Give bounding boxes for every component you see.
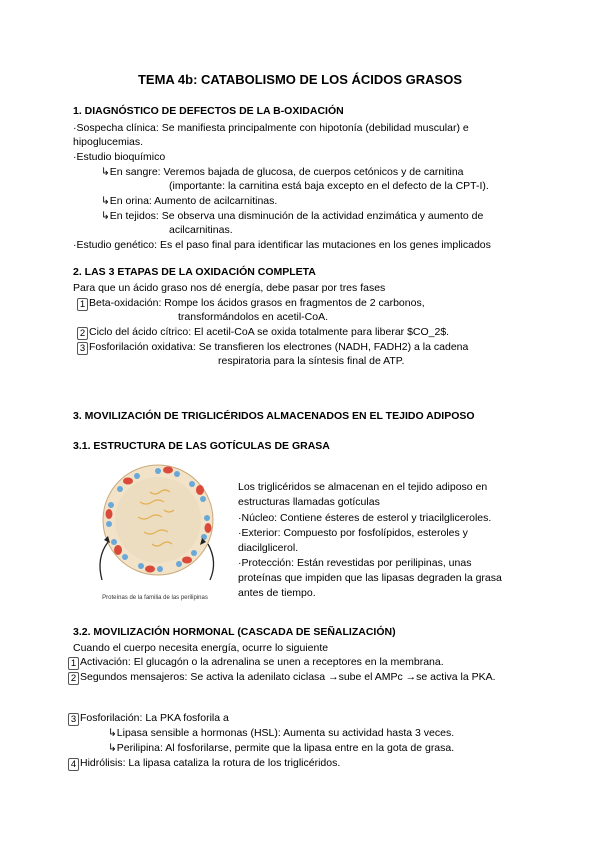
hydrolysis-text: Hidrólisis: La lipasa cataliza la rotura de los triglicéridos. [80,757,341,769]
step2-text: Ciclo del ácido cítrico: El acetil-CoA se oxida totalmente para liberar $CO_2$. [89,326,450,338]
section1-clinical-line1: ·Sospecha clínica: Se manifiesta principalmente con hipotonía (debilidad muscular) e [73,122,469,134]
droplet-desc-1: Los triglicéridos se almacenan en el tejido adiposo en [238,481,488,493]
droplet-desc-8: antes de tiempo. [238,587,316,599]
figure-caption: Proteínas de la familia de las perilipinas [102,595,208,601]
section1-biochem: ·Estudio bioquímico [73,151,166,163]
droplet-desc-4: ·Exterior: Compuesto por fosfolípidos, esteroles y [238,527,468,539]
step3-text: Fosforilación oxidativa: Se transfieren los electrones (NADH, FADH2) a la cadena [89,341,469,353]
section1-blood-line1: ↳En sangre: Veremos bajada de glucosa, de cuerpos cetónicos y de carnitina [101,166,464,178]
section1-heading: 1. DIAGNÓSTICO DE DEFECTOS DE LA B-OXIDACIÓN [73,105,344,117]
section1-urine: ↳En orina: Aumento de acilcarnitinas. [101,195,278,207]
step-number-1: 1 [77,298,88,311]
section2-step1-line2: transformándolos en acetil-CoA. [178,311,328,323]
droplet-desc-3: ·Núcleo: Contiene ésteres de esterol y triacilgliceroles. [238,512,492,524]
cascade-step-hydrolysis [68,756,340,771]
cascade-number-3: 3 [68,713,79,726]
section2-step2 [77,325,449,340]
droplet-desc-7: proteínas que impiden que las lipasas degraden la grasa [238,572,502,584]
section2-intro: Para que un ácido graso nos dé energía, debe pasar por tres fases [73,282,386,294]
cascade-step-second-messengers [68,670,496,685]
step-number-3: 3 [77,342,88,355]
cascade-number-1: 1 [68,657,79,670]
section3-1-heading: 3.1. ESTRUCTURA DE LAS GOTÍCULAS DE GRASA [73,440,330,452]
section1-tissue-line2: acilcarnitinas. [169,224,233,236]
section2-step3-line2: respiratoria para la síntesis final de ATP. [218,355,405,367]
cascade-hsl: ↳Lipasa sensible a hormonas (HSL): Aumenta su actividad hasta 3 veces. [108,727,455,739]
section1-tissue-line1: ↳En tejidos: Se observa una disminución de la actividad enzimática y aumento de [101,210,484,222]
cascade-perilipin: ↳Perilipina: Al fosforilarse, permite que la lipasa entre en la gota de grasa. [108,742,455,754]
phosphorylation-text: Fosforilación: La PKA fosforila a [80,712,229,724]
cascade-number-4: 4 [68,758,79,771]
section3-2-intro: Cuando el cuerpo necesita energía, ocurre lo siguiente [73,642,329,654]
page-title: TEMA 4b: CATABOLISMO DE LOS ÁCIDOS GRASOS [137,72,463,87]
droplet-desc-5: diacilglicerol. [238,542,299,554]
section3-2-heading: 3.2. MOVILIZACIÓN HORMONAL (CASCADA DE SEÑALIZACIÓN) [73,626,396,638]
section2-heading: 2. LAS 3 ETAPAS DE LA OXIDACIÓN COMPLETA [73,266,316,278]
section1-blood-line2: (importante: la carnitina está baja excepto en el defecto de la CPT-I). [169,180,489,192]
section2-step3-line1 [77,340,468,355]
droplet-desc-6: ·Protección: Están revestidas por perilipinas, unas [238,557,472,569]
activation-text: Activación: El glucagón o la adrenalina se unen a receptores en la membrana. [80,656,444,668]
step1-text: Beta-oxidación: Rompe los ácidos grasos en fragmentos de 2 carbonos, [89,297,425,309]
cascade-number-2: 2 [68,672,79,685]
droplet-desc-2: estructuras llamadas gotículas [238,496,380,508]
cascade-step-activation [68,655,444,670]
section3-heading: 3. MOVILIZACIÓN DE TRIGLICÉRIDOS ALMACENADOS EN EL TEJIDO ADIPOSO [73,410,475,422]
section1-genetic: ·Estudio genético: Es el paso final para identificar las mutaciones en los genes implicados [73,239,491,251]
cascade-step-phosphorylation [68,711,229,726]
section1-clinical-line2: hipoglucemias. [73,136,144,148]
lipid-droplet-figure [80,462,230,602]
step-number-2: 2 [77,327,88,340]
second-messengers-text: Segundos mensajeros: Se activa la adenilato ciclasa →sube el AMPc →se activa la PKA. [80,671,496,683]
section2-step1-line1 [77,296,425,311]
